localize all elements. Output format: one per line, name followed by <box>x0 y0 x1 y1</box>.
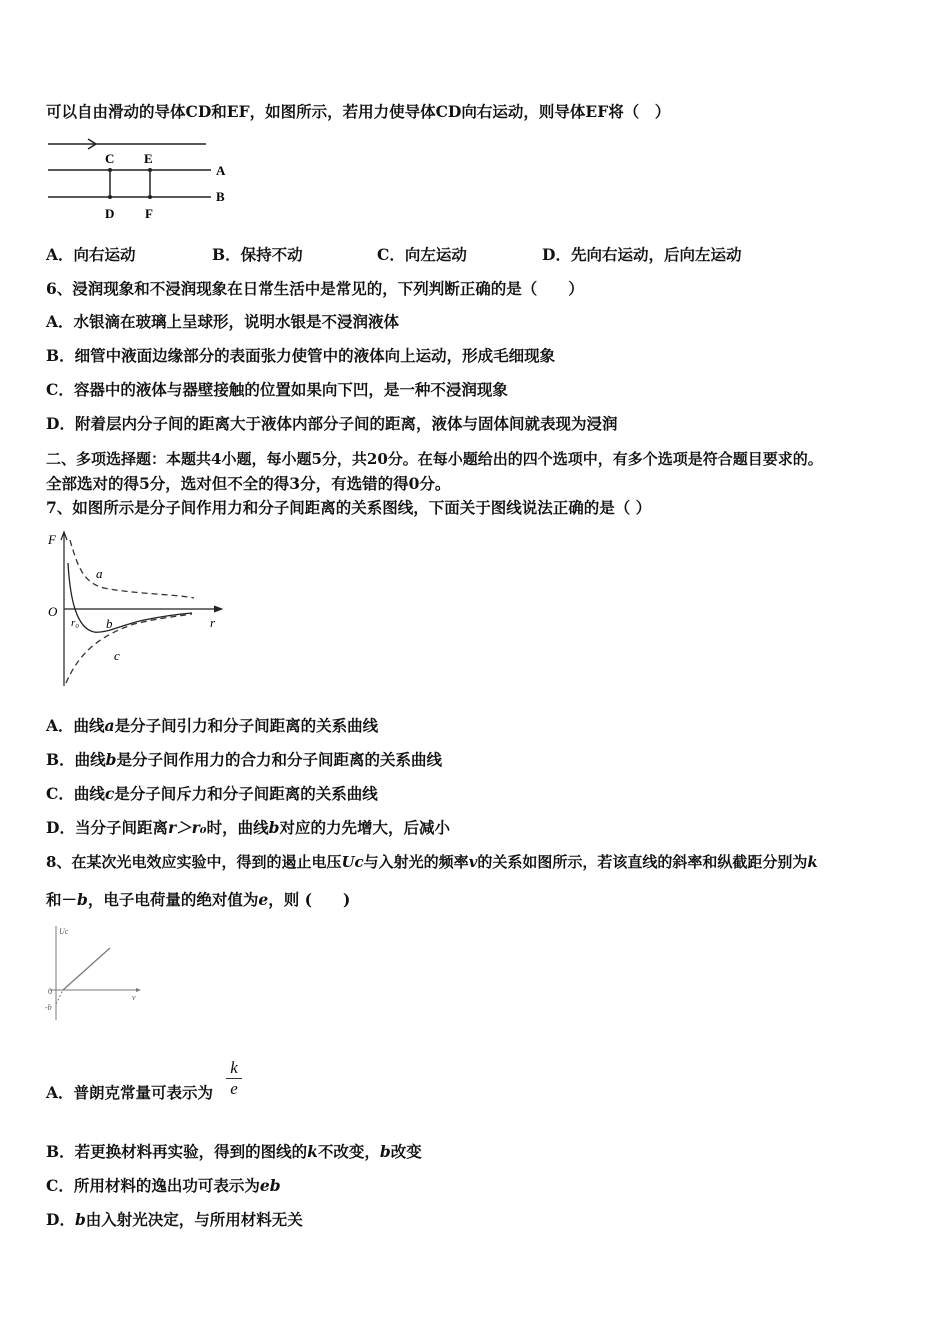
text: 时，曲线 <box>206 818 269 837</box>
extrapolation-dashed <box>56 990 63 1004</box>
var: r＞r₀ <box>167 818 207 837</box>
text: B．曲线 <box>46 750 106 769</box>
q7-option-d <box>46 818 450 838</box>
q7-option-c <box>46 784 378 804</box>
text: 和－ <box>46 890 78 909</box>
text: 与入射光的频率 <box>363 853 469 871</box>
text: C．曲线 <box>46 784 105 803</box>
var: a <box>104 716 115 735</box>
q8-option-b <box>46 1142 422 1162</box>
curve-a <box>70 540 194 598</box>
text: B．若更换材料再实验，得到的图线的 <box>46 1142 308 1161</box>
var: c <box>104 784 115 803</box>
q6-option-b: B．细管中液面边缘部分的表面张力使管中的液体向上运动，形成毛细现象 <box>46 346 556 365</box>
q8-stopping-voltage-graph <box>44 922 144 1022</box>
text: D． <box>46 1210 75 1229</box>
label-f: F <box>145 206 153 221</box>
uc-line <box>63 948 110 990</box>
var: e <box>258 890 269 909</box>
q6-option-c: C．容器中的液体与器壁接触的位置如果向下凹，是一种不浸润现象 <box>46 380 508 399</box>
q5-option-a: A．向右运动 <box>46 245 136 264</box>
var: eb <box>259 1176 281 1195</box>
q5-option-d: D．先向右运动，后向左运动 <box>542 245 742 264</box>
text: ，电子电荷量的绝对值为 <box>87 890 259 909</box>
text: C．所用材料的逸出功可表示为 <box>46 1176 260 1195</box>
curve-b <box>68 563 192 632</box>
q7-option-b <box>46 750 442 770</box>
q5-option-c: C．向左运动 <box>377 245 467 264</box>
label-origin: O <box>48 604 58 619</box>
text: 改变 <box>390 1142 422 1161</box>
var: k <box>807 853 818 871</box>
var: b <box>74 1210 86 1229</box>
label-a: A <box>216 163 226 178</box>
var: b <box>105 750 117 769</box>
label-r-axis: r <box>210 615 216 630</box>
numerator: k <box>226 1058 242 1079</box>
section2-heading: 二、多项选择题：本题共4小题，每小题5分，共20分。在每小题给出的四个选项中，有多个选项是符合题目要求的。 <box>46 450 823 468</box>
q8-stem-line2 <box>46 890 350 910</box>
q8-stem-line1 <box>46 852 818 872</box>
q8-option-c <box>46 1176 281 1196</box>
section2-rules: 全部选对的得5分，选对但不全的得3分，有选错的得0分。 <box>46 474 451 493</box>
var: b <box>77 890 88 909</box>
q6-stem: 6、浸润现象和不浸润现象在日常生活中是常见的，下列判断正确的是（ ） <box>46 279 584 298</box>
q5-rail-figure <box>46 136 236 226</box>
label-zero: 0 <box>48 987 52 996</box>
q7-stem: 7、如图所示是分子间作用力和分子间距离的关系图线，下面关于图线说法正确的是（ ） <box>46 498 652 517</box>
label-d: D <box>105 206 115 221</box>
var: Uc <box>341 853 364 871</box>
label-uc: Uc <box>59 927 69 936</box>
label-f-axis: F <box>48 532 56 547</box>
label-e: E <box>144 151 153 166</box>
q5-stem: 可以自由滑动的导体CD和EF，如图所示，若用力使导体CD向右运动，则导体EF将（ ） <box>46 102 671 121</box>
label-curve-b: b <box>106 616 113 631</box>
label-neg-b: -b <box>45 1003 52 1012</box>
label-nu: v <box>132 993 136 1002</box>
q8-option-a: A．普朗克常量可表示为 <box>46 1083 214 1102</box>
label-curve-a: a <box>96 566 103 581</box>
var: b <box>379 1142 391 1161</box>
label-b: B <box>216 189 225 204</box>
text: 是分子间斥力和分子间距离的关系曲线 <box>114 784 378 803</box>
q6-option-d: D．附着层内分子间的距离大于液体内部分子间的距离，液体与固体间就表现为浸润 <box>46 414 618 433</box>
text: 对应的力先增大，后减小 <box>279 818 450 837</box>
text: 8、在某次光电效应实验中，得到的遏止电压 <box>46 853 342 871</box>
label-r0: r₀ <box>71 617 80 629</box>
label-curve-c: c <box>114 648 120 663</box>
text: 不改变， <box>317 1142 380 1161</box>
text: 由入射光决定，与所用材料无关 <box>85 1210 303 1229</box>
text: 是分子间引力和分子间距离的关系曲线 <box>114 716 379 735</box>
text: 的关系如图所示，若该直线的斜率和纵截距分别为 <box>477 853 808 871</box>
var: k <box>307 1142 318 1161</box>
q7-force-distance-graph <box>44 528 229 688</box>
fraction-k-over-e <box>226 1058 242 1099</box>
q5-option-b: B．保持不动 <box>212 245 303 264</box>
q8-option-d <box>46 1210 303 1230</box>
q7-option-a <box>46 716 378 736</box>
text: 是分子间作用力的合力和分子间距离的关系曲线 <box>116 750 442 769</box>
denominator: e <box>230 1079 238 1098</box>
text: D．当分子间距离 <box>46 818 168 837</box>
var: v <box>468 853 478 871</box>
q6-option-a: A．水银滴在玻璃上呈球形，说明水银是不浸润液体 <box>46 312 400 331</box>
label-c: C <box>105 151 115 166</box>
text: ，则 ( ) <box>268 890 351 909</box>
text: A．曲线 <box>46 716 105 735</box>
var: b <box>268 818 280 837</box>
